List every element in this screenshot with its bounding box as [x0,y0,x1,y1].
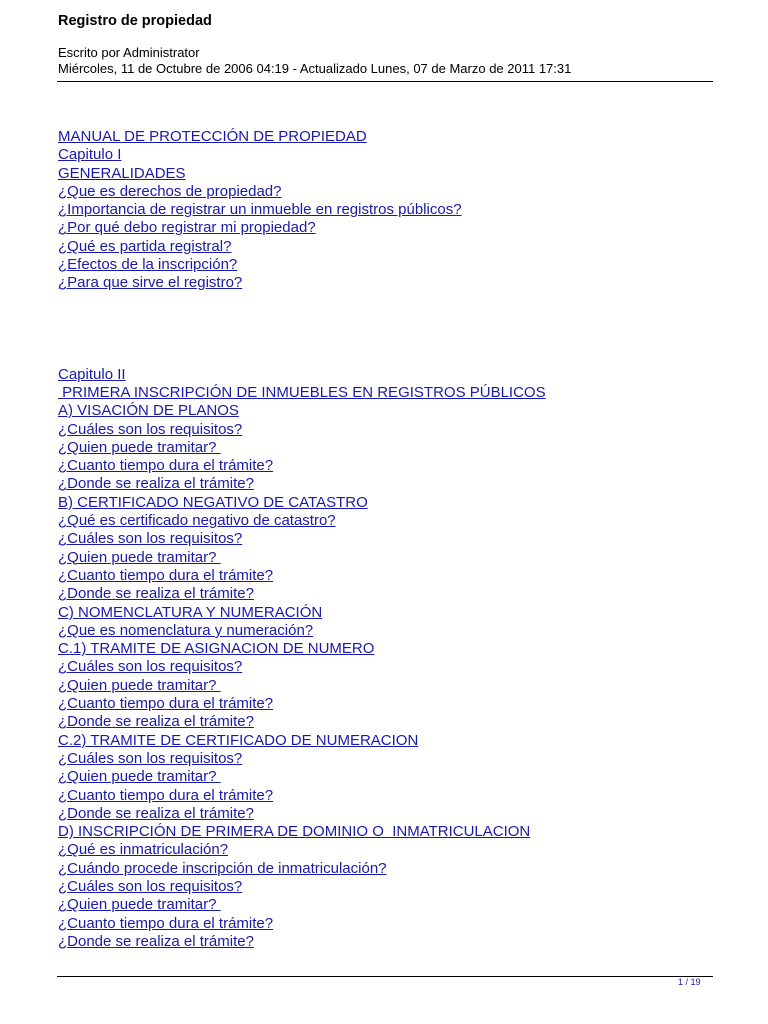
toc-link[interactable]: ¿Donde se realiza el trámite? [58,713,254,731]
table-of-contents [58,128,546,951]
toc-link[interactable]: ¿Que es nomenclatura y numeración? [58,621,314,639]
toc-link[interactable]: ¿Por qué debo registrar mi propiedad? [58,219,316,237]
toc-link[interactable]: ¿Cuándo procede inscripción de inmatriculación? [58,859,387,877]
toc-link[interactable]: ¿Quien puede tramitar? [58,896,221,914]
toc-link[interactable]: ¿Cuáles son los requisitos? [58,530,243,548]
author: Escrito por Administrator [58,45,200,60]
toc-link[interactable]: ¿Cuáles son los requisitos? [58,877,243,895]
toc-link[interactable]: ¿Qué es inmatriculación? [58,841,229,859]
toc-link[interactable]: C.2) TRAMITE DE CERTIFICADO DE NUMERACION [58,731,419,749]
toc-link[interactable]: ¿Qué es certificado negativo de catastro? [58,512,336,530]
toc-link[interactable]: ¿Que es derechos de propiedad? [58,182,282,200]
page-number: 1 / 19 [678,977,701,987]
toc-link[interactable]: Capitulo II [58,365,126,383]
toc-link[interactable]: ¿Cuanto tiempo dura el trámite? [58,695,274,713]
toc-link[interactable]: ¿Donde se realiza el trámite? [58,804,254,822]
toc-link[interactable]: ¿Cuáles son los requisitos? [58,658,243,676]
toc-link[interactable]: ¿Quien puede tramitar? [58,548,221,566]
toc-link[interactable]: ¿Efectos de la inscripción? [58,256,238,274]
toc-link[interactable]: ¿Donde se realiza el trámite? [58,585,254,603]
toc-link[interactable]: C) NOMENCLATURA Y NUMERACIÓN [58,603,323,621]
spacer [58,293,546,366]
toc-link[interactable]: C.1) TRAMITE DE ASIGNACION DE NUMERO [58,640,375,658]
header-divider [57,81,713,82]
dates: Miércoles, 11 de Octubre de 2006 04:19 - Actualizado Lunes, 07 de Marzo de 2011 17:31 [58,61,572,76]
toc-link[interactable]: ¿Cuanto tiempo dura el trámite? [58,566,274,584]
toc-link[interactable]: ¿Cuanto tiempo dura el trámite? [58,914,274,932]
toc-link[interactable]: ¿Qué es partida registral? [58,237,232,255]
toc-link[interactable]: D) INSCRIPCIÓN DE PRIMERA DE DOMINIO O INMATRICULACION [58,823,531,841]
toc-link[interactable]: ¿Importancia de registrar un inmueble en registros públicos? [58,201,462,219]
footer-divider [57,976,713,977]
toc-link[interactable]: Capitulo I [58,146,122,164]
toc-link[interactable]: ¿Donde se realiza el trámite? [58,932,254,950]
toc-link[interactable]: ¿Donde se realiza el trámite? [58,475,254,493]
toc-link[interactable]: ¿Cuáles son los requisitos? [58,420,243,438]
toc-link[interactable]: ¿Quien puede tramitar? [58,438,221,456]
toc-link[interactable]: ¿Para que sirve el registro? [58,274,243,292]
toc-link[interactable]: ¿Cuáles son los requisitos? [58,749,243,767]
toc-link[interactable]: ¿Quien puede tramitar? [58,676,221,694]
toc-link[interactable]: ¿Cuanto tiempo dura el trámite? [58,457,274,475]
toc-link[interactable]: GENERALIDADES [58,164,186,182]
toc-link[interactable]: B) CERTIFICADO NEGATIVO DE CATASTRO [58,493,368,511]
toc-link[interactable]: A) VISACIÓN DE PLANOS [58,402,239,420]
toc-link[interactable]: ¿Quien puede tramitar? [58,768,221,786]
toc-link[interactable]: ¿Cuanto tiempo dura el trámite? [58,786,274,804]
page-title: Registro de propiedad [58,13,212,29]
toc-link[interactable]: MANUAL DE PROTECCIÓN DE PROPIEDAD [58,128,367,145]
article-meta [58,45,571,77]
toc-link[interactable]: PRIMERA INSCRIPCIÓN DE INMUEBLES EN REGISTROS PÚBLICOS [58,383,546,401]
